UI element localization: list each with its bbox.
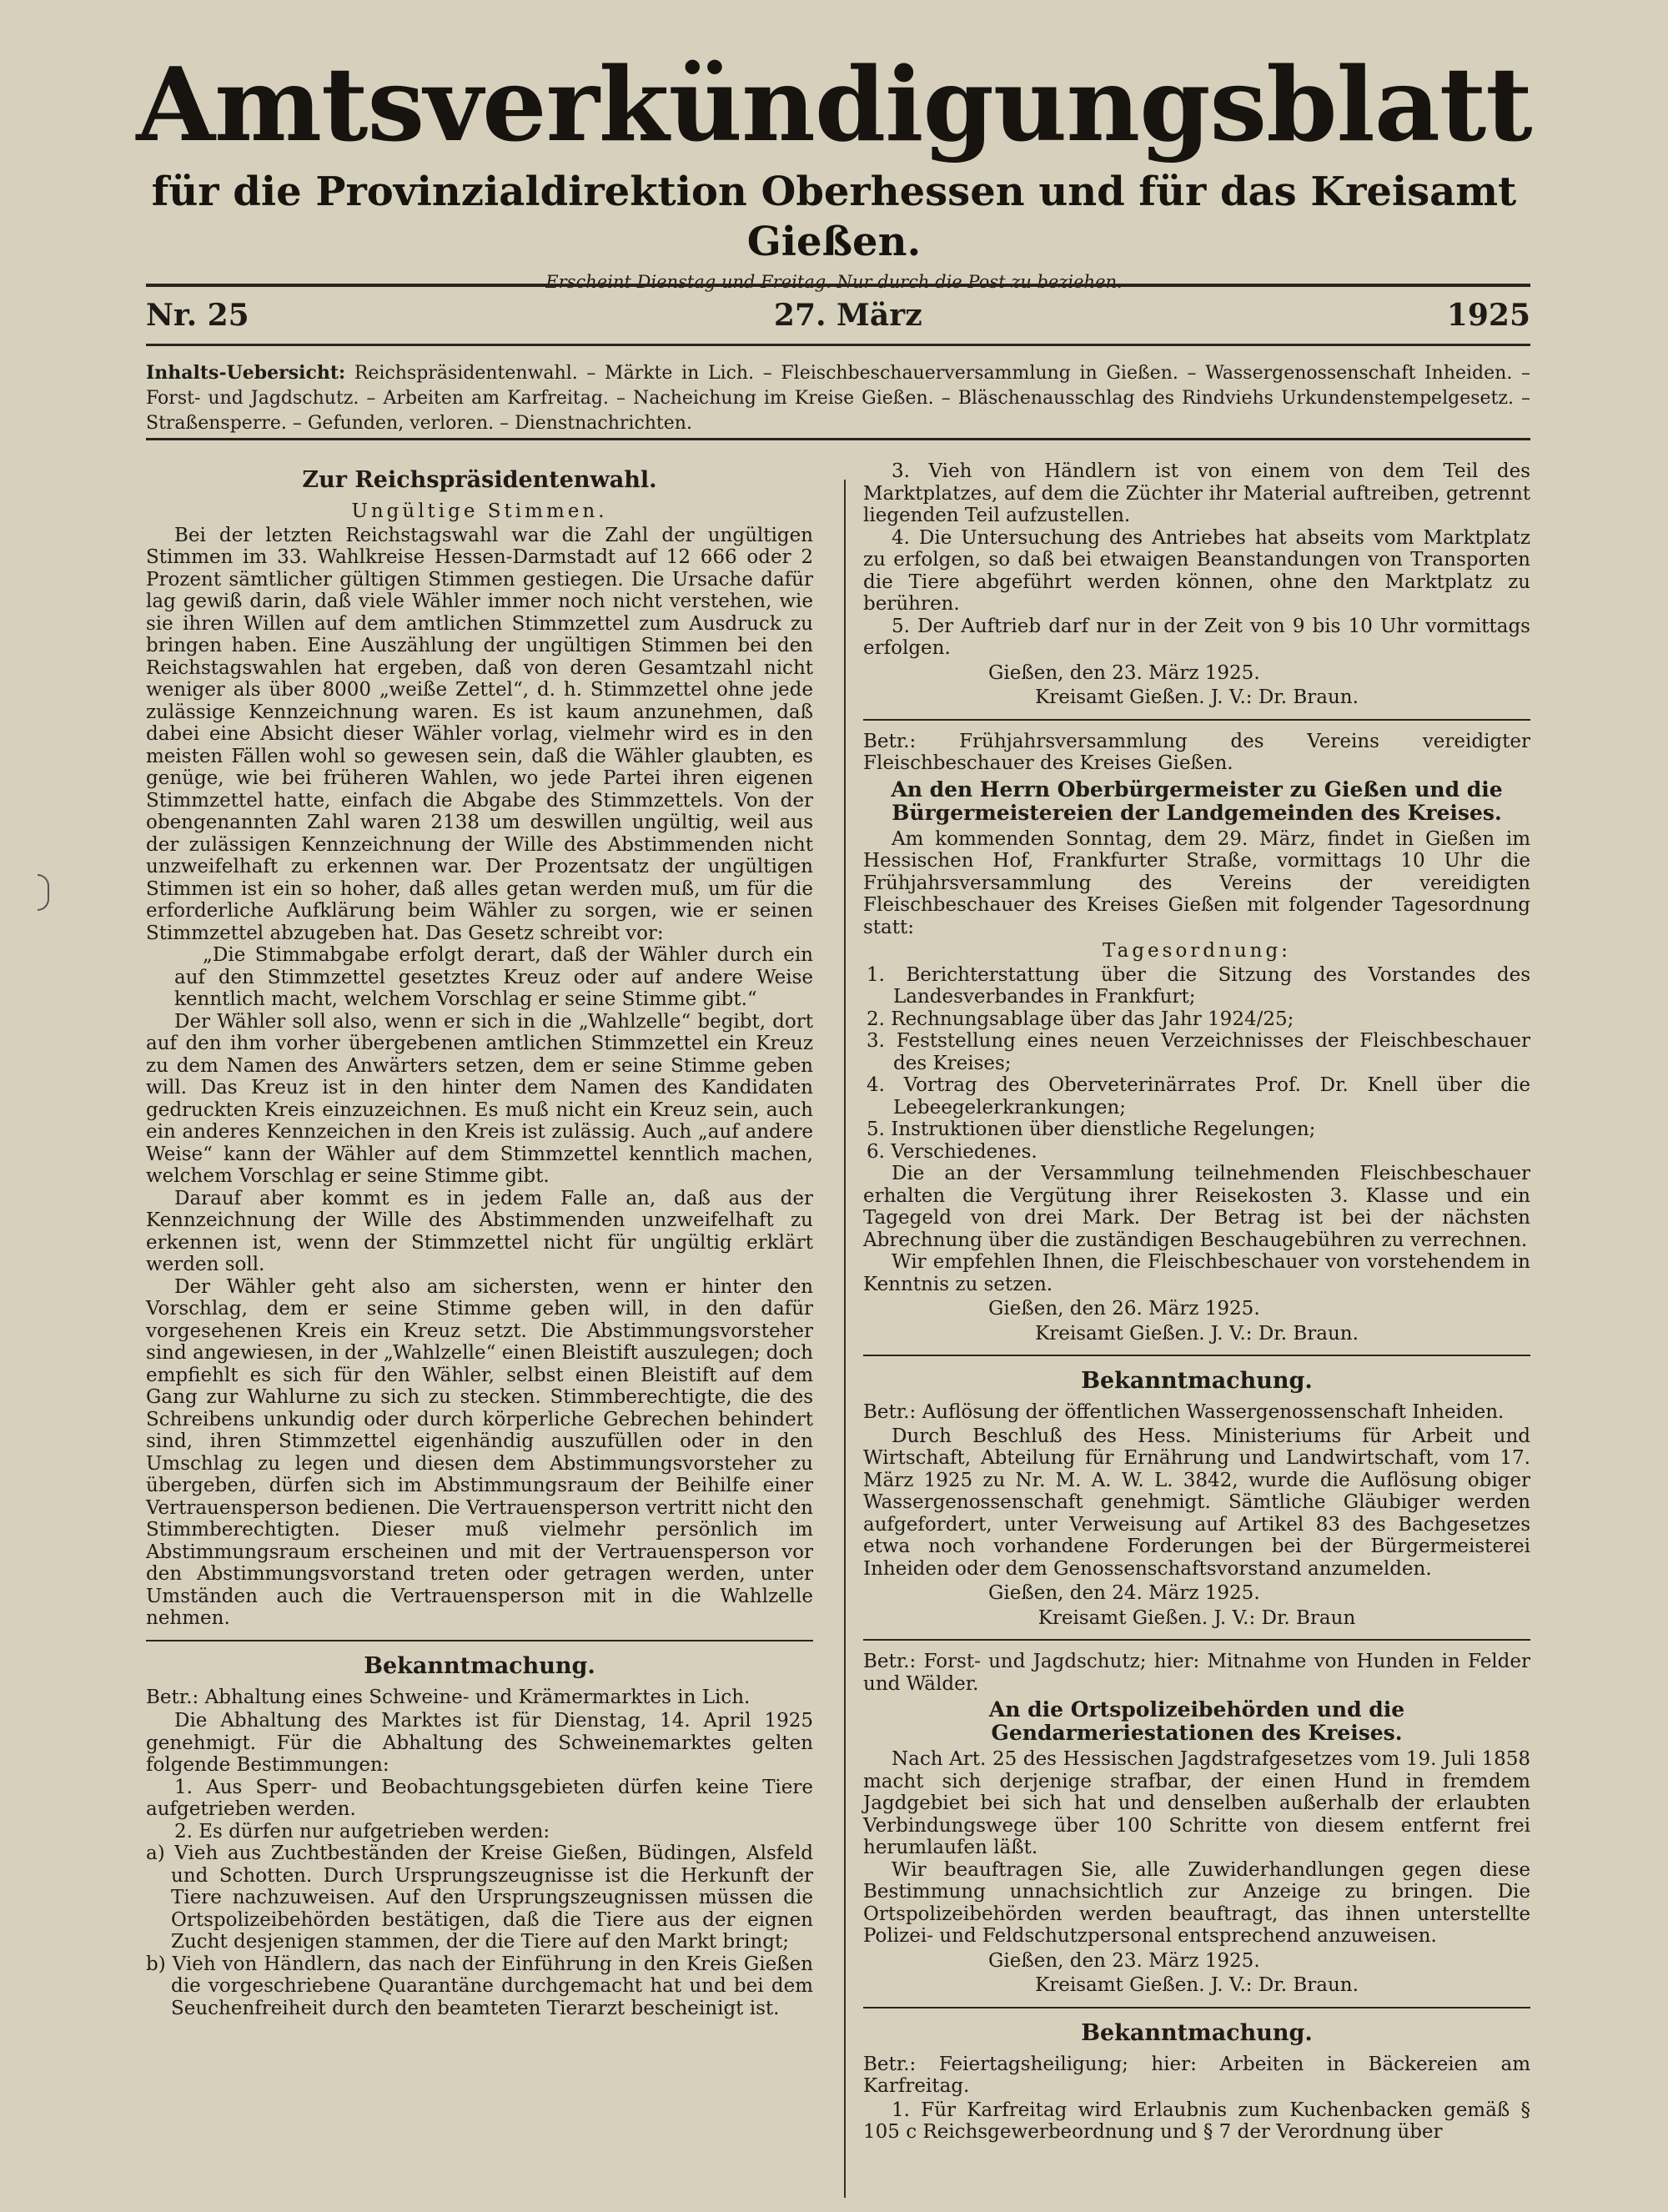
subject-line (863, 2054, 1530, 2098)
list-item: a) Vieh aus Zuchtbeständen der Kreise Gießen, Büdingen, Alsfeld und Schotten. Durch Ursprungszeugnisse ist die Herkunft der Tiere nachzuweisen. Auf den Ursprungszeugnissen müssen die Ortspolizeibehörden bestätigen, daß die Tiere aus der eignen Zucht desjenigen stammen, der die Tiere auf den Markt bringt; (146, 1842, 813, 1953)
subject-line (863, 1651, 1530, 1695)
masthead (125, 33, 1543, 292)
place-date: Gießen, den 26. März 1925. (988, 1298, 1260, 1320)
left-column (146, 460, 813, 2187)
agenda-item: 1. Berichterstattung über die Sitzung des Vorstandes des Landesverbandes in Frankfurt; (867, 963, 1530, 1008)
list-item: 5. Der Auftrieb darf nur in der Zeit von 9 bis 10 Uhr vormittags erfolgen. (863, 615, 1530, 659)
subject-text: Auflösung der öffentlichen Wassergenossenschaft Inheiden. (922, 1401, 1505, 1423)
divider (863, 2007, 1530, 2008)
list-item: 4. Die Untersuchung des Antriebes hat abseits vom Marktplatz zu erfolgen, so daß bei etwaigen Beanstandungen von Transporten die Tiere abgeführt werden können, ohne den Marktplatz zu berühren. (863, 526, 1530, 615)
agenda-heading: Tagesordnung: (1103, 940, 1291, 962)
subject-label: Betr.: (863, 2053, 917, 2075)
article-title: Bekanntmachung. (1081, 2019, 1313, 2046)
article-paragraph: Wir empfehlen Ihnen, die Fleischbeschauer von vorstehendem in Kenntnis zu setzen. (863, 1251, 1530, 1295)
article-paragraph: Die an der Versammlung teilnehmenden Fleischbeschauer erhalten die Vergütung ihrer Reisekosten 3. Klasse und ein Tagegeld von drei Mark. Der Betrag ist bei der nächsten Abrechnung über die zuständigen Beschaugebühren zu verrechnen. (863, 1163, 1530, 1251)
divider (146, 1640, 813, 1641)
agenda-item: 3. Feststellung eines neuen Verzeichnisses der Fleischbeschauer des Kreises; (867, 1030, 1530, 1074)
addressee-heading: An die Ortspolizeibehörden und die Gendarmeriestationen des Kreises. (988, 1697, 1405, 1745)
right-column (863, 460, 1530, 2212)
signature: Kreisamt Gießen. J. V.: Dr. Braun (1037, 1606, 1356, 1629)
subject-text: Abhaltung eines Schweine- und Krämermarktes in Lich. (204, 1686, 751, 1708)
list-item: 3. Vieh von Händlern ist von einem von dem Teil des Marktplatzes, auf dem die Züchter ihr Material auftreiben, getrennt liegenden Teil aufzustellen. (863, 460, 1530, 526)
article-paragraph: Bei der letzten Reichstagswahl war die Zahl der ungültigen Stimmen im 33. Wahlkreise Hessen-Darmstadt auf 12 666 oder 2 Prozent sämtlicher gültigen Stimmen gestiegen. Die Ursache dafür lag gewiß darin, daß viele Wähler immer noch nicht verstehen, wie sie ihren Willen auf dem amtlichen Stimmzettel zum Ausdruck zu bringen haben. Eine Auszählung der ungültigen Stimmen bei den Reichstagswahlen hat ergeben, daß von deren Gesamtzahl nicht weniger als über 8000 „weiße Zettel“, d. h. Stimmzettel ohne jede zulässige Kennzeichnung waren. Es ist kaum anzunehmen, daß dabei eine Absicht dieser Wähler vorlag, vielmehr wird es in den meisten Fällen wohl so gewesen sein, daß die Wähler glaubten, es genüge, wie bei früheren Wahlen, wo jede Partei ihren eigenen Stimmzettel hatte, einfach die Abgabe des Stimmzettels. Von der obengenannten Zahl waren 2138 um deswillen ungültig, weil aus der zulässigen Kennzeichnung der Wille des Abstimmenden nicht unzweifelhaft zu erkennen war. Der Prozentsatz der ungültigen Stimmen ist ein so hoher, daß alles getan werden muß, um für die erforderliche Aufklärung beim Wähler zu sorgen, wie er seinen Stimmzettel abzugeben hat. Das Gesetz schreibt vor: (146, 524, 813, 944)
divider (863, 1639, 1530, 1641)
masthead-subtitle: für die Provinzialdirektion Oberhessen und für das Kreisamt Gießen. (151, 168, 1517, 265)
article-paragraph: Nach Art. 25 des Hessischen Jagdstrafgesetzes vom 19. Juli 1858 macht sich derjenige strafbar, der einen Hund in fremdem Jagdgebiet bei sich hat und denselben außerhalb der erlaubten Verbindungswege über 100 Schritte von diesem entfernt frei herumlaufen läßt. (863, 1748, 1530, 1858)
list-item: 2. Es dürfen nur aufgetrieben werden: (174, 1820, 550, 1842)
place-date: Gießen, den 23. März 1925. (988, 1949, 1260, 1972)
agenda-item: 4. Vortrag des Oberveterinärrates Prof. Dr. Knell über die Lebeegelerkrankungen; (867, 1074, 1530, 1119)
article-paragraph: Wir beauftragen Sie, alle Zuwiderhandlungen gegen diese Bestimmung unnachsichtlich zur Anzeige zu bringen. Die Ortspolizeibehörden werden beauftragt, das ihnen unterstellte Polizei- und Feldschutzpersonal entsprechend anzuweisen. (863, 1858, 1530, 1947)
article-title: Bekanntmachung. (1081, 1368, 1313, 1394)
subject-label: Betr.: (146, 1686, 199, 1708)
agenda-item: 2. Rechnungsablage über das Jahr 1924/25; (867, 1008, 1294, 1030)
list-item: b) Vieh von Händlern, das nach der Einführung in den Kreis Gießen die vorgeschriebene Quarantäne durchgemacht hat und bei dem Seuchenfreiheit durch den beamteten Tierarzt bescheinigt ist. (146, 1953, 813, 2019)
contents-label: Inhalts-Uebersicht: (146, 362, 346, 384)
subject-line (863, 731, 1530, 775)
column-divider (844, 480, 846, 2198)
issue-year: 1925 (1446, 298, 1530, 333)
dateline (146, 284, 1530, 346)
article-quote: „Die Stimmabgabe erfolgt derart, daß der Wähler durch ein auf den Stimmzettel gesetztes Kreuz oder auf andere Weise kenntlich macht, welchem Vorschlag er seine Stimme gibt.“ (174, 944, 813, 1010)
page-edge-mark (38, 874, 49, 911)
masthead-title: Amtsverkündigungsblatt (136, 44, 1532, 164)
article-title: Bekanntmachung. (364, 1652, 595, 1679)
table-of-contents (146, 360, 1530, 436)
place-date: Gießen, den 24. März 1925. (988, 1582, 1260, 1604)
signature: Kreisamt Gießen. J. V.: Dr. Braun. (1035, 686, 1359, 708)
article-paragraph: Darauf aber kommt es in jedem Falle an, daß aus der Kennzeichnung der Wille des Abstimmenden unzweifelhaft zu erkennen ist, wenn der Stimmzettel nicht für ungültig erklärt werden soll. (146, 1187, 813, 1275)
subject-line (863, 1401, 1530, 1424)
place-date: Gießen, den 23. März 1925. (988, 661, 1260, 684)
subject-label: Betr.: (863, 1401, 917, 1423)
article-paragraph: Der Wähler soll also, wenn er sich in die „Wahlzelle“ begibt, dort auf den ihm vorher übergebenen amtlichen Stimmzettel ein Kreuz zu dem Namen des Anwärters setzen, dem er seine Stimme geben will. Das Kreuz ist in den hinter dem Namen des Kandidaten gedruckten Kreis einzuzeichnen. Es muß nicht ein Kreuz sein, auch ein anderes Kennzeichen in den Kreis ist zulässig. Auch „auf andere Weise“ kann der Wähler auf dem Stimmzettel kenntlich machen, welchem Vorschlag er seine Stimme gibt. (146, 1010, 813, 1187)
subject-label: Betr.: (863, 730, 917, 752)
addressee-heading: An den Herrn Oberbürgermeister zu Gießen und die Bürgermeistereien der Landgemeinden des Kreises. (891, 777, 1503, 825)
subject-text: Feiertagsheiligung; hier: Arbeiten in Bäckereien am Karfreitag. (863, 2053, 1531, 2097)
list-item: 1. Aus Sperr- und Beobachtungsgebieten dürfen keine Tiere aufgetrieben werden. (146, 1776, 813, 1820)
masthead-note: Erscheint Dienstag und Freitag. Nur durch die Post zu beziehen. (545, 272, 1123, 292)
article-subtitle: Ungültige Stimmen. (351, 500, 608, 522)
subject-label: Betr.: (863, 1651, 917, 1672)
article-paragraph: 1. Für Karfreitag wird Erlaubnis zum Kuchenbacken gemäß § 105 c Reichsgewerbeordnung und § 7 der Verordnung über (863, 2099, 1530, 2143)
contents-text: Reichspräsidentenwahl. – Märkte in Lich. – Fleischbeschauerversammlung in Gießen. – Wassergenossenschaft Inheiden. – Forst- und Jagdschutz. – Arbeiten am Karfreitag. – Nacheichung im Kreise Gießen. – Bläschenausschlag des Rindviehs Urkundenstempelgesetz. – Straßensperre. – Gefunden, verloren. – Dienstnachrichten. (146, 363, 1530, 434)
article-paragraph: Am kommenden Sonntag, dem 29. März, findet in Gießen im Hessischen Hof, Frankfurter Straße, vormittags 10 Uhr die Frühjahrsversammlung des Vereins der vereidigten Fleischbeschauer des Kreises Gießen mit folgender Tagesordnung statt: (863, 827, 1530, 938)
article-paragraph: Durch Beschluß des Hess. Ministeriums für Arbeit und Wirtschaft, Abteilung für Ernährung und Landwirtschaft, vom 17. März 1925 zu Nr. M. A. W. L. 3842, wurde die Auflösung obiger Wassergenossenschaft genehmigt. Sämtliche Gläubiger werden aufgefordert, unter Verweisung auf Artikel 83 des Bachgesetzes etwa noch vorhandene Forderungen bei der Bürgermeisterei Inheiden oder dem Genossenschaftsvorstand anzumelden. (863, 1425, 1530, 1580)
signature: Kreisamt Gießen. J. V.: Dr. Braun. (1035, 1974, 1359, 1996)
subject-line (146, 1687, 813, 1709)
article-paragraph: Die Abhaltung des Marktes ist für Dienstag, 14. April 1925 genehmigt. Für die Abhaltung des Schweinemarktes gelten folgende Bestimmungen: (146, 1710, 813, 1776)
newspaper-page (125, 33, 1543, 2212)
divider (863, 719, 1530, 721)
subject-text: Frühjahrsversammlung des Vereins vereidigter Fleischbeschauer des Kreises Gießen. (863, 730, 1530, 774)
issue-date: 27. März (773, 298, 922, 333)
article-title: Zur Reichspräsidentenwahl. (302, 467, 657, 493)
issue-number: Nr. 25 (146, 298, 249, 333)
subject-text: Forst- und Jagdschutz; hier: Mitnahme von Hunden in Felder und Wälder. (863, 1651, 1530, 1695)
divider (146, 438, 1530, 440)
article-paragraph: Der Wähler geht also am sichersten, wenn er hinter den Vorschlag, dem er seine Stimme geben will, in den dafür vorgesehenen Kreis ein Kreuz setzt. Die Abstimmungsvorsteher sind angewiesen, in der „Wahlzelle“ einen Bleistift auszulegen; doch empfiehlt es sich für den Wähler, selbst einen Bleistift auf dem Gang zur Wahlurne zu sich zu stecken. Stimmberechtigte, die des Schreibens unkundig oder durch körperliche Gebrechen behindert sind, ihren Stimmzettel eigenhändig auszufüllen oder in den Umschlag zu legen und diesen dem Abstimmungsvorsteher zu übergeben, dürfen sich im Abstimmungsraum der Beihilfe einer Vertrauensperson bedienen. Die Vertrauensperson vertritt nicht den Stimmberechtigten. Dieser muß vielmehr persönlich im Abstimmungsraum erscheinen und mit der Vertrauensperson vor den Abstimmungsvorstand treten oder getragen werden, unter Umständen auch die Vertrauensperson mit in die Wahlzelle nehmen. (146, 1275, 813, 1629)
signature: Kreisamt Gießen. J. V.: Dr. Braun. (1035, 1322, 1359, 1345)
agenda-item: 5. Instruktionen über dienstliche Regelungen; (867, 1119, 1316, 1140)
divider (863, 1355, 1530, 1356)
agenda-item: 6. Verschiedenes. (867, 1140, 1037, 1163)
